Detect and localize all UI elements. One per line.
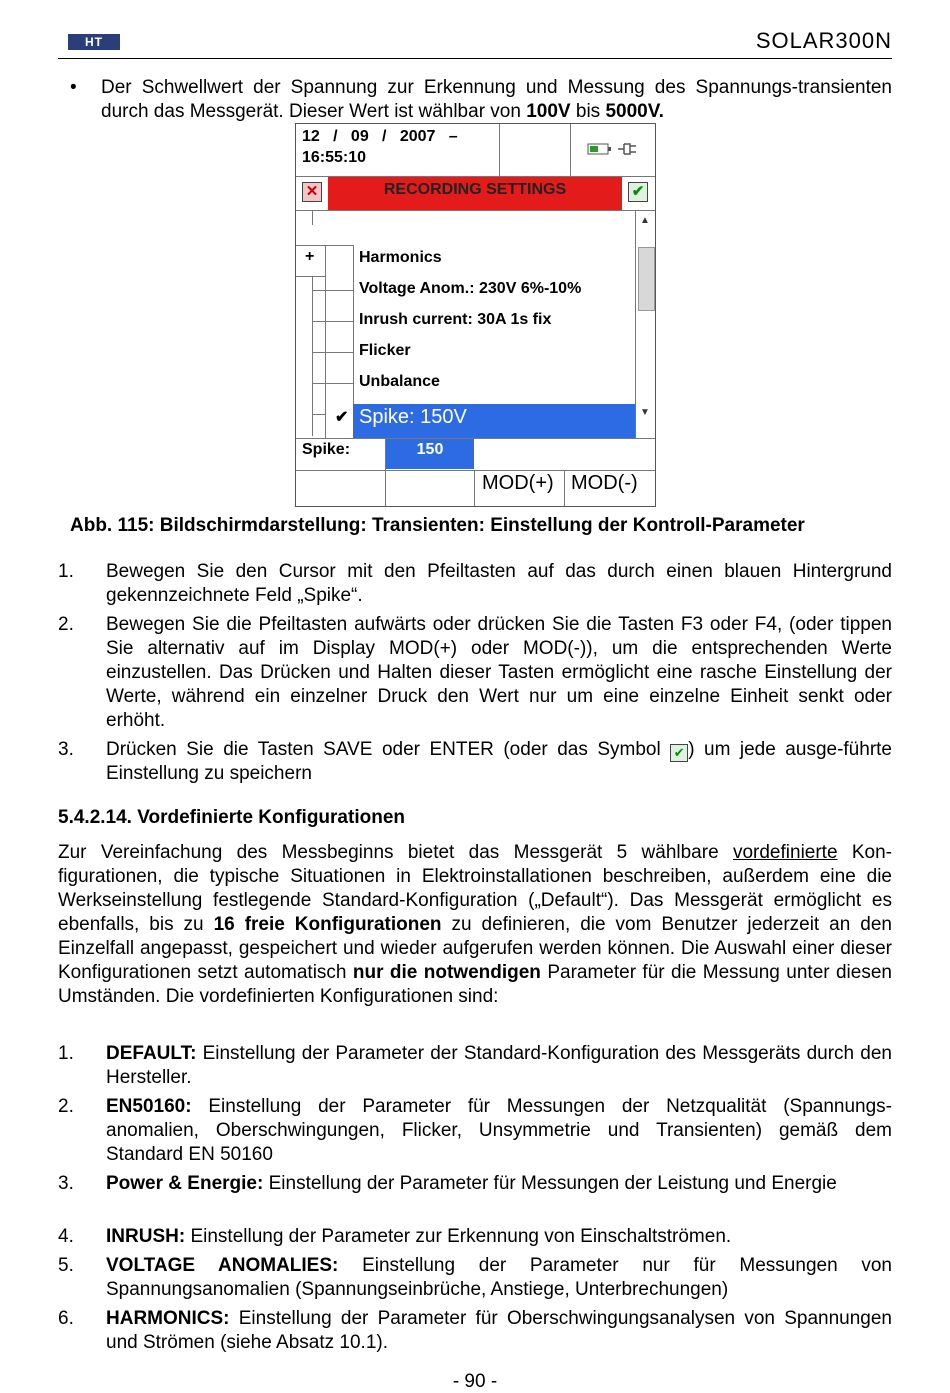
check-icon: ✔ [670, 744, 688, 762]
list-item: VOLTAGE ANOMALIES: Einstellung der Parameter nur für Messungen von Spannungsanomalien (Spannungseinbrüche, Anstiege, Unterbrechungen) [106, 1255, 892, 1300]
menu-item[interactable]: Voltage Anom.: 230V 6%-10% [359, 280, 582, 297]
step-number: 2. [58, 614, 74, 635]
battery-plug-icon [586, 138, 642, 160]
model-name: SOLAR300N [755, 28, 892, 53]
page-number: - 90 - [452, 1371, 498, 1392]
step-text: Bewegen Sie den Cursor mit den Pfeiltasten auf das durch einen blauen Hintergrund gekennzeichnete Feld „Spike“. [106, 561, 892, 606]
list-number: 5. [58, 1255, 74, 1276]
check-mark-icon: ✔ [335, 409, 349, 426]
scrollbar[interactable] [635, 211, 655, 439]
list-number: 1. [58, 1043, 74, 1064]
step-number: 3. [58, 739, 74, 760]
list-item: HARMONICS: Einstellung der Parameter für Oberschwingungsanalysen von Spannungen und Strömen (siehe Absatz 10.1). [106, 1308, 892, 1353]
list-item: EN50160: Einstellung der Parameter für Messungen der Netzqualität (Spannungs-anomalien, Oberschwingungen, Flicker, Unsymmetrie und Transienten) gemäß dem Standard EN 50160 [106, 1096, 892, 1165]
mod-minus-button[interactable]: MOD(-) [571, 472, 638, 494]
scroll-up-icon[interactable]: ▲ [640, 215, 650, 226]
ht-logo: HT [68, 34, 120, 50]
selected-menu-item[interactable]: Spike: 150V [353, 404, 635, 438]
list-number: 3. [58, 1173, 74, 1194]
menu-item[interactable]: Unbalance [359, 373, 440, 390]
cancel-x-icon[interactable]: ✕ [302, 182, 322, 202]
list-number: 6. [58, 1308, 74, 1329]
screen-title: RECORDING SETTINGS [328, 177, 622, 210]
figure-caption: Abb. 115: Bildschirmdarstellung: Transienten: Einstellung der Kontroll-Parameter [70, 515, 805, 536]
section-title: 5.4.2.14. Vordefinierte Konfigurationen [58, 807, 405, 828]
param-value[interactable]: 150 [386, 439, 474, 469]
menu-item[interactable]: Harmonics [359, 249, 442, 266]
step-text: Drücken Sie die Tasten SAVE oder ENTER (oder das Symbol ✔ ) um jede ausge-führte Einstellung zu speichern [106, 739, 892, 784]
mod-plus-button[interactable]: MOD(+) [482, 472, 554, 494]
screen-datetime: 12 / 09 / 2007 – 16:55:10 [302, 128, 458, 166]
device-screen [295, 123, 656, 507]
scroll-down-icon[interactable]: ▼ [640, 407, 650, 418]
scroll-thumb[interactable] [638, 247, 655, 311]
list-item: DEFAULT: Einstellung der Parameter der Standard-Konfiguration des Messgeräts durch den Hersteller. [106, 1043, 892, 1088]
bullet-paragraph: Der Schwellwert der Spannung zur Erkennung und Messung des Spannungs-transienten durch das Messgerät. Dieser Wert ist wählbar von 100V bis 5000V. [101, 77, 892, 122]
list-number: 4. [58, 1226, 74, 1247]
expand-symbol[interactable]: + [305, 248, 315, 265]
list-item: Power & Energie: Einstellung der Parameter für Messungen der Leistung und Energie [106, 1173, 837, 1194]
list-item: INRUSH: Einstellung der Parameter zur Erkennung von Einschaltströmen. [106, 1226, 732, 1247]
menu-item[interactable]: Flicker [359, 342, 411, 359]
confirm-check-icon[interactable]: ✔ [628, 182, 648, 202]
step-text: Bewegen Sie die Pfeiltasten aufwärts oder drücken Sie die Tasten F3 oder F4, (oder tippen Sie alternativ auf im Display MOD(+) oder MOD(-)), um die entsprechenden Werte einzustellen. Das Drücken und Halten dieser Tasten ermöglicht eine rasche Einstellung der Werte, während ein einzelner Druck den Wert nur um eine einzelne Einheit senkt oder erhöht. [106, 614, 892, 731]
menu-item[interactable]: Inrush current: 30A 1s fix [359, 311, 552, 328]
intro-paragraph: Zur Vereinfachung des Messbeginns bietet das Messgerät 5 wählbare vordefinierte Kon-figurationen, die typische Situationen in Elektroinstallationen beschreiben, außerdem eine die Werkseinstellung festlegende Standard-Konfiguration („Default“). Das Messgerät ermöglicht es ebenfalls, bis zu 16 freie Konfigurationen zu definieren, die vom Benutzer jederzeit an den Einzelfall angepasst, gespeichert und wieder aufgerufen werden können. Die Auswahl einer dieser Konfigurationen setzt automatisch nur die notwendigen Parameter für die Messung unter diesen Umständen. Die vordefinierten Konfigurationen sind: [58, 842, 892, 1007]
list-number: 2. [58, 1096, 74, 1117]
bullet-icon: • [70, 77, 77, 98]
page-header [58, 26, 892, 59]
step-number: 1. [58, 561, 74, 582]
param-label: Spike: [302, 441, 351, 458]
